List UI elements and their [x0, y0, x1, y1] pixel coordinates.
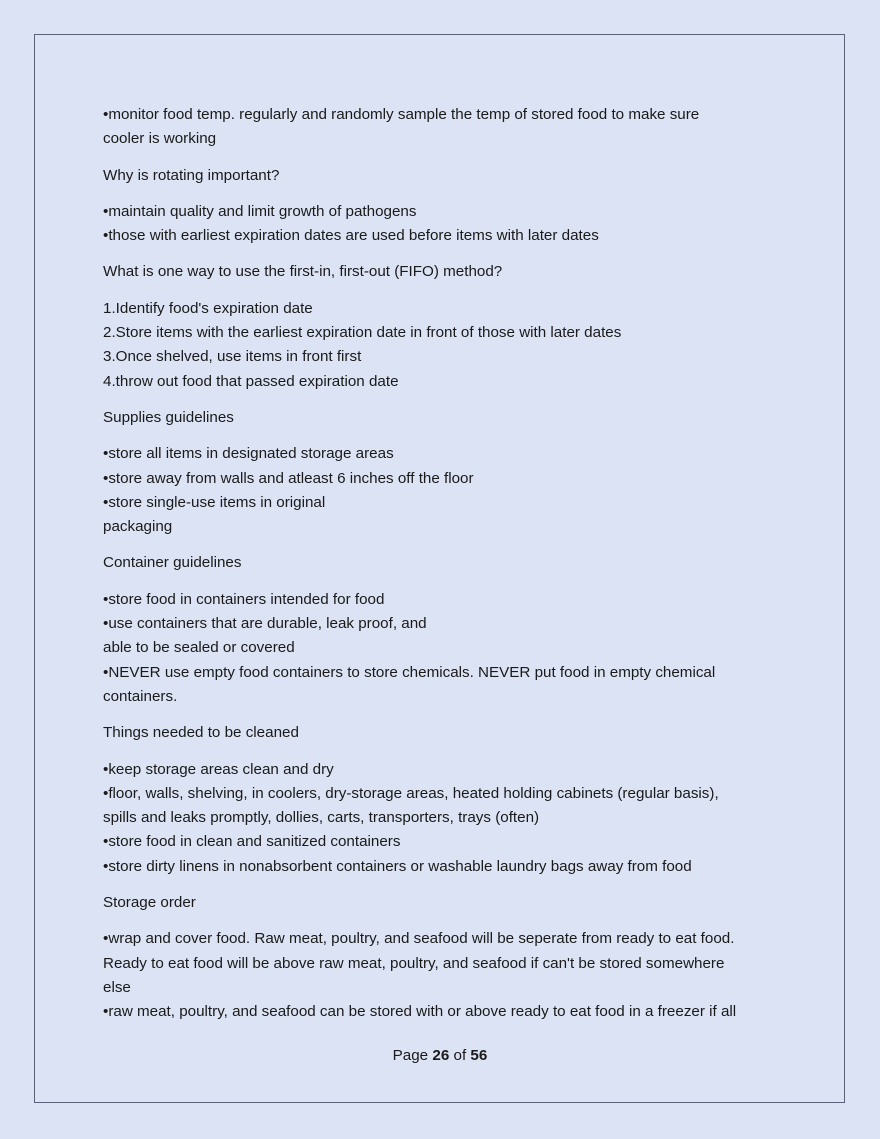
text-line: able to be sealed or covered	[103, 639, 295, 657]
text-line: •maintain quality and limit growth of pathogens	[103, 202, 417, 220]
text-line: •wrap and cover food. Raw meat, poultry, and seafood will be seperate from ready to eat food.	[103, 930, 735, 948]
text-line: •monitor food temp. regularly and randomly sample the temp of stored food to make sure	[103, 106, 700, 123]
page-label: Page	[392, 1047, 429, 1064]
text-line: 2.Store items with the earliest expiration date in front of those with later dates	[103, 324, 622, 342]
text-block	[103, 442, 783, 539]
page-of-label: of	[453, 1047, 467, 1064]
text-line: Things needed to be cleaned	[103, 724, 299, 742]
text-block	[103, 721, 783, 745]
text-block	[103, 297, 783, 394]
text-line: •store single-use items in original	[103, 493, 326, 511]
text-block	[103, 406, 783, 430]
text-line: containers.	[103, 687, 178, 705]
text-block	[103, 891, 783, 915]
text-line: 3.Once shelved, use items in front first	[103, 348, 362, 366]
text-line: •store away from walls and atleast 6 inches off the floor	[103, 469, 474, 487]
text-block	[103, 927, 783, 1024]
text-block	[103, 164, 783, 188]
text-line: spills and leaks promptly, dollies, carts, transporters, trays (often)	[103, 809, 540, 827]
text-line: Storage order	[103, 894, 196, 912]
text-line: 4.throw out food that passed expiration date	[103, 372, 399, 390]
text-line: Why is rotating important?	[103, 166, 280, 184]
page-footer	[0, 1045, 880, 1067]
text-block	[103, 758, 783, 879]
text-block	[103, 551, 783, 575]
text-block	[103, 588, 783, 709]
current-page-number: 26	[432, 1047, 450, 1064]
total-page-count: 56	[470, 1047, 488, 1064]
text-line: Supplies guidelines	[103, 408, 234, 426]
text-line: •raw meat, poultry, and seafood can be stored with or above ready to eat food in a freezer if all	[103, 1003, 737, 1021]
text-block	[103, 200, 783, 249]
text-line: 1.Identify food's expiration date	[103, 299, 313, 317]
text-line: •NEVER use empty food containers to store chemicals. NEVER put food in empty chemical	[103, 663, 716, 681]
text-line: •store dirty linens in nonabsorbent containers or washable laundry bags away from food	[103, 857, 692, 875]
text-block	[103, 260, 783, 284]
text-block	[103, 103, 783, 152]
text-line: else	[103, 978, 131, 996]
text-line: •store food in containers intended for food	[103, 590, 385, 608]
text-line: •floor, walls, shelving, in coolers, dry-storage areas, heated holding cabinets (regular basis),	[103, 784, 719, 802]
text-line: •those with earliest expiration dates are used before items with later dates	[103, 227, 599, 245]
text-line: •store all items in designated storage areas	[103, 445, 394, 463]
text-line: Container guidelines	[103, 554, 242, 572]
document-body	[103, 103, 783, 1037]
text-line: Ready to eat food will be above raw meat, poultry, and seafood if can't be stored somewhere	[103, 954, 725, 972]
text-line: cooler is working	[103, 130, 217, 148]
text-line: What is one way to use the first-in, first-out (FIFO) method?	[103, 263, 503, 281]
text-line: •use containers that are durable, leak proof, and	[103, 615, 427, 633]
text-line: •store food in clean and sanitized containers	[103, 833, 401, 851]
text-line: •keep storage areas clean and dry	[103, 760, 334, 778]
text-line: packaging	[103, 518, 173, 536]
